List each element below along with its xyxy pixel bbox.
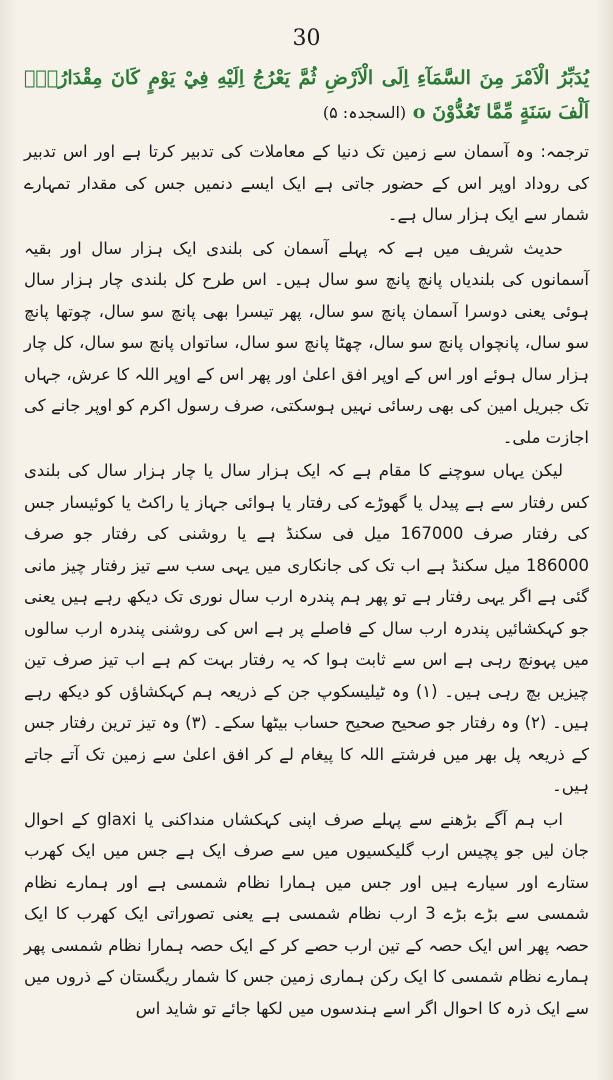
speed-paragraph: لیکن یہاں سوچنے کا مقام ہے کہ ایک ہزار سال یا چار ہزار سال کی بلندی کس رفتار سے ہے پیدل یا گھوڑے کی رفتار یا ہوائی جہاز یا راکٹ یا کوئیسار جس کی رفتار صرف 167000 میل فی سکنڈ ہے یا روشنی کی رفتار جو صرف 186000 میل سکنڈ ہے اب تک کی جانکاری میں یہی سب سے تیز رفتار چیز مانی گئی ہے اگر یہی رفتار ہے تو پھر ہم پندرہ ارب سال نوری تک دیکھ رہے ہیں یعنی جو کہکشائیں پندرہ ارب سال کے فاصلے پر ہے اس کی روشنی پندرہ ارب سالوں میں پہونچ رہی ہے اس سے ثابت ہوا کہ یہ رفتار بہت کم ہے اب تیز صرف تین چیزیں بچ رہی ہیں۔ (۱) وہ ٹیلیسکوپ جن کے ذریعہ ہم کہکشاؤں کو دیکھ رہے ہیں۔ (۲) وہ رفتار جو صحیح صحیح حساب بیٹھا سکے۔ (۳) وہ تیز ترین رفتار جس کے ذریعہ پل بھر میں فرشتے اللہ کا پیغام لے کر افق اعلیٰ سے زمین تک آتے جاتے ہیں۔: [24, 461, 589, 795]
verse-text: يُدَبِّرُ الْاَمْرَ مِنَ السَّمَآءِ اِلَى الْاَرْضِ ثُمَّ يَعْرُجُ اِلَيْهِ فِيْ يَوْمٍ كَانَ مِقْدَارُهٗۤ اَلْفَ سَنَةٍ مِّمَّا تَعُدُّوْنَ o: [24, 67, 589, 123]
verse-reference: (السجدہ: ۵): [322, 103, 407, 122]
translation-paragraph: ترجمہ: وہ آسمان سے زمین تک دنیا کے معاملات کی تدبیر کرتا ہے اور اس تدبیر کی روداد اوپر اس کے حضور جاتی ہے ایک ایسے دنمیں جس کی مقدار تمہارے شمار سے ایک ہزار سال ہے۔: [24, 142, 589, 224]
quran-verse: [24, 61, 589, 130]
galaxy-paragraph: اب ہم آگے بڑھنے سے پہلے صرف اپنی کہکشاں منداکنی یا glaxi کے احوال جان لیں جو پچیس ارب گلیکسیوں میں سے صرف ایک ہے جس میں ایک کھرب ستارے اور سیارے ہیں اور جس میں ہمارا نظام شمسی ہے اور ہمارے نظام شمسی سے بڑے بڑے 3 ارب نظام شمسی ہے یعنی تصوراتی ایک کھرب کا ایک حصہ پھر اس ایک حصہ کے تین ارب حصے کر کے ایک حصہ ہمارا نظام شمسی پھر ہمارے نظام شمسی کا ایک رکن ہماری زمین جس کا شمار ریگستان کے ذروں میں سے ایک ذرہ کا احوال اگر اسے ہندسوں میں لکھا جائے تو شاید اس: [24, 809, 589, 1018]
hadith-paragraph: حدیث شریف میں ہے کہ پہلے آسمان کی بلندی ایک ہزار سال اور بقیہ آسمانوں کی بلندیاں پانچ پانچ سو سال ہیں۔ اس طرح کل بلندی چار ہزار سال ہوئی یعنی دوسرا آسمان پانچ سو سال، پھر تیسرا بھی پانچ سو سال، چوتھا پانچ سو سال، پانچواں پانچ سو سال، چھٹا پانچ سو سال، ساتواں پانچ سو سال، کل چار ہزار سال ہوئے اور اس کے اوپر افق اعلیٰ اور پھر اس کے اوپر اللہ کا عرش، جہاں تک جبریل امین کی بھی رسائی نہیں ہوسکتی، صرف رسول اکرم کو اوپر جانے کی اجازت ملی۔: [24, 238, 589, 447]
page-number: 30: [292, 26, 321, 51]
